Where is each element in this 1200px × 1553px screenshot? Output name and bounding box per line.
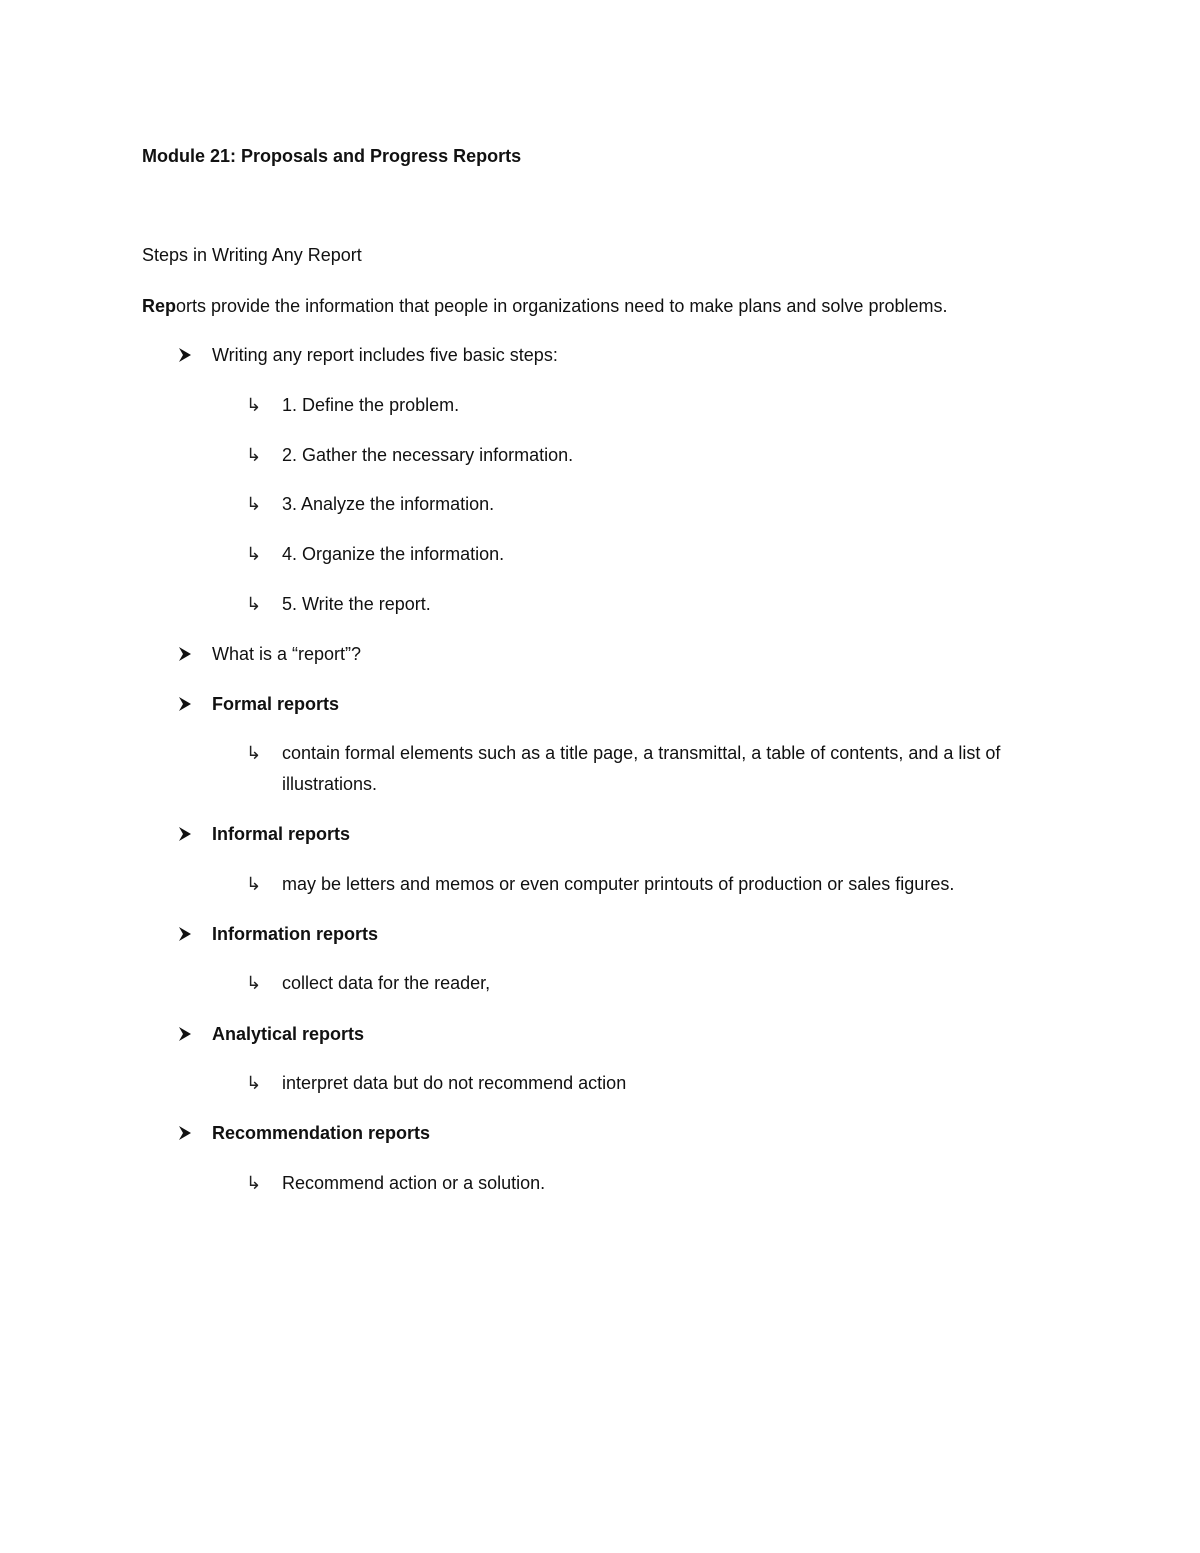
step-item: 1. Define the problem. — [282, 395, 460, 415]
outline-item-analytical-reports: Analytical reports — [212, 1024, 365, 1044]
return-arrow-icon: ↳ — [246, 1073, 262, 1093]
formal-reports-description: contain formal elements such as a title page, a transmittal, a table of contents, and a list of illustrations. — [282, 743, 1001, 794]
document-title: Module 21: Proposals and Progress Reports — [142, 146, 522, 166]
return-arrow-icon: ↳ — [246, 1173, 262, 1193]
outline-item-what-is-report: What is a “report”? — [212, 644, 362, 664]
return-arrow-icon: ↳ — [246, 445, 262, 465]
intro-paragraph — [142, 291, 947, 321]
return-arrow-icon: ↳ — [246, 544, 262, 564]
arrowhead-bullet-icon — [178, 1019, 198, 1049]
arrowhead-bullet-icon — [178, 1118, 198, 1148]
step-item: 3. Analyze the information. — [282, 494, 495, 514]
return-arrow-icon: ↳ — [246, 494, 262, 514]
intro-bold-text: Rep — [142, 296, 177, 316]
section-heading: Steps in Writing Any Report — [142, 245, 362, 265]
arrowhead-bullet-icon — [178, 639, 198, 669]
arrowhead-bullet-icon — [178, 919, 198, 949]
information-reports-description: collect data for the reader, — [282, 973, 491, 993]
outline-item-formal-reports: Formal reports — [212, 694, 340, 714]
outline-item-steps: Writing any report includes five basic steps: — [212, 345, 558, 365]
arrowhead-bullet-icon — [178, 340, 198, 370]
return-arrow-icon: ↳ — [246, 973, 262, 993]
outline-item-information-reports: Information reports — [212, 924, 379, 944]
recommendation-reports-description: Recommend action or a solution. — [282, 1173, 546, 1193]
arrowhead-bullet-icon — [178, 689, 198, 719]
analytical-reports-description: interpret data but do not recommend action — [282, 1073, 627, 1093]
return-arrow-icon: ↳ — [246, 395, 262, 415]
intro-rest-text: orts provide the information that people in organizations need to make plans and solve problems. — [176, 296, 948, 316]
return-arrow-icon: ↳ — [246, 594, 262, 614]
outline-item-recommendation-reports: Recommendation reports — [212, 1123, 431, 1143]
informal-reports-description: may be letters and memos or even computer printouts of production or sales figures. — [282, 874, 955, 894]
step-item: 4. Organize the information. — [282, 544, 505, 564]
return-arrow-icon: ↳ — [246, 874, 262, 894]
return-arrow-icon: ↳ — [246, 743, 262, 763]
arrowhead-bullet-icon — [178, 819, 198, 849]
outline-item-informal-reports: Informal reports — [212, 824, 351, 844]
step-item: 5. Write the report. — [282, 594, 431, 614]
step-item: 2. Gather the necessary information. — [282, 445, 574, 465]
